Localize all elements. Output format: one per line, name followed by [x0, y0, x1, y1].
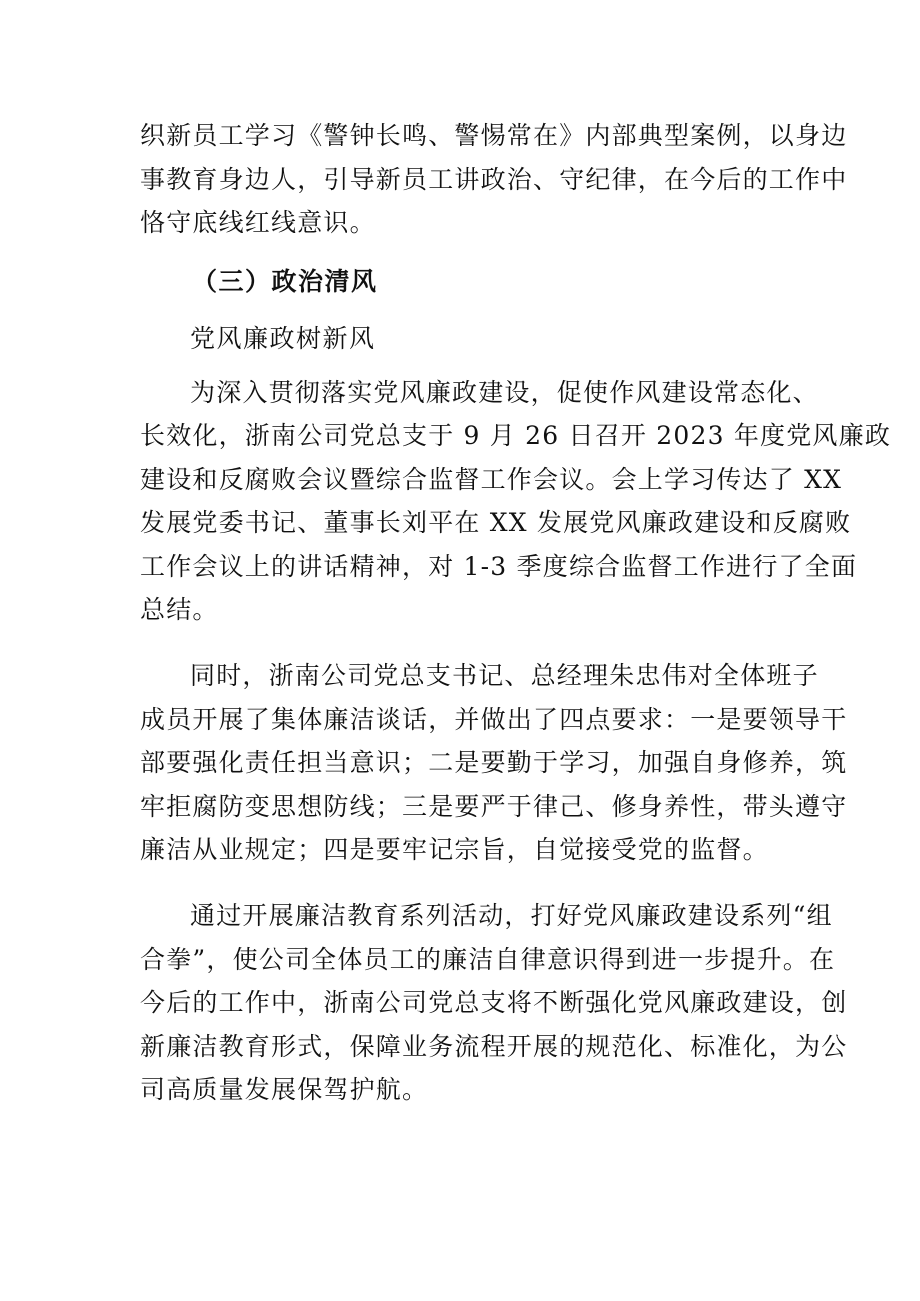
paragraph-line: 为深入贯彻落实党风廉政建设，促使作风建设常态化、 — [190, 378, 819, 407]
paragraph-line: 织新员工学习《警钟长鸣、警惕常在》内部典型案例，以身边 — [140, 121, 848, 150]
paragraph-line: 今后的工作中，浙南公司党总支将不断强化党风廉政建设，创 — [140, 988, 848, 1017]
paragraph-line: 总结。 — [140, 595, 219, 624]
paragraph-line: 廉洁从业规定；四是要牢记宗旨，自觉接受党的监督。 — [140, 835, 769, 864]
paragraph-line: 新廉洁教育形式，保障业务流程开展的规范化、标准化，为公 — [140, 1032, 848, 1061]
section-heading: （三）政治清风 — [192, 267, 378, 296]
paragraph-line: 发展党委书记、董事长刘平在 XX 发展党风廉政建设和反腐败 — [140, 508, 852, 537]
paragraph-line: 部要强化责任担当意识；二是要勤于学习，加强自身修养，筑 — [140, 748, 848, 777]
paragraph-line: 通过开展廉洁教育系列活动，打好党风廉政建设系列“组 — [190, 901, 833, 930]
paragraph-line: 合拳”，使公司全体员工的廉洁自律意识得到进一步提升。在 — [140, 945, 836, 974]
paragraph-line: 牢拒腐防变思想防线；三是要严于律己、修身养性，带头遵守 — [140, 792, 848, 821]
paragraph-line: 事教育身边人，引导新员工讲政治、守纪律，在今后的工作中 — [140, 165, 848, 194]
section-subtitle: 党风廉政树新风 — [190, 324, 376, 353]
paragraph-line: 长效化，浙南公司党总支于 9 月 26 日召开 2023 年度党风廉政 — [140, 421, 892, 450]
paragraph-line: 司高质量发展保驾护航。 — [140, 1075, 429, 1104]
paragraph-line: 恪守底线红线意识。 — [140, 208, 376, 237]
paragraph-line: 建设和反腐败会议暨综合监督工作会议。会上学习传达了 XX — [140, 465, 843, 494]
paragraph-line: 同时，浙南公司党总支书记、总经理朱忠伟对全体班子 — [190, 661, 819, 690]
paragraph-line: 工作会议上的讲话精神，对 1-3 季度综合监督工作进行了全面 — [140, 552, 858, 581]
paragraph-line: 成员开展了集体廉洁谈话，并做出了四点要求：一是要领导干 — [140, 705, 848, 734]
